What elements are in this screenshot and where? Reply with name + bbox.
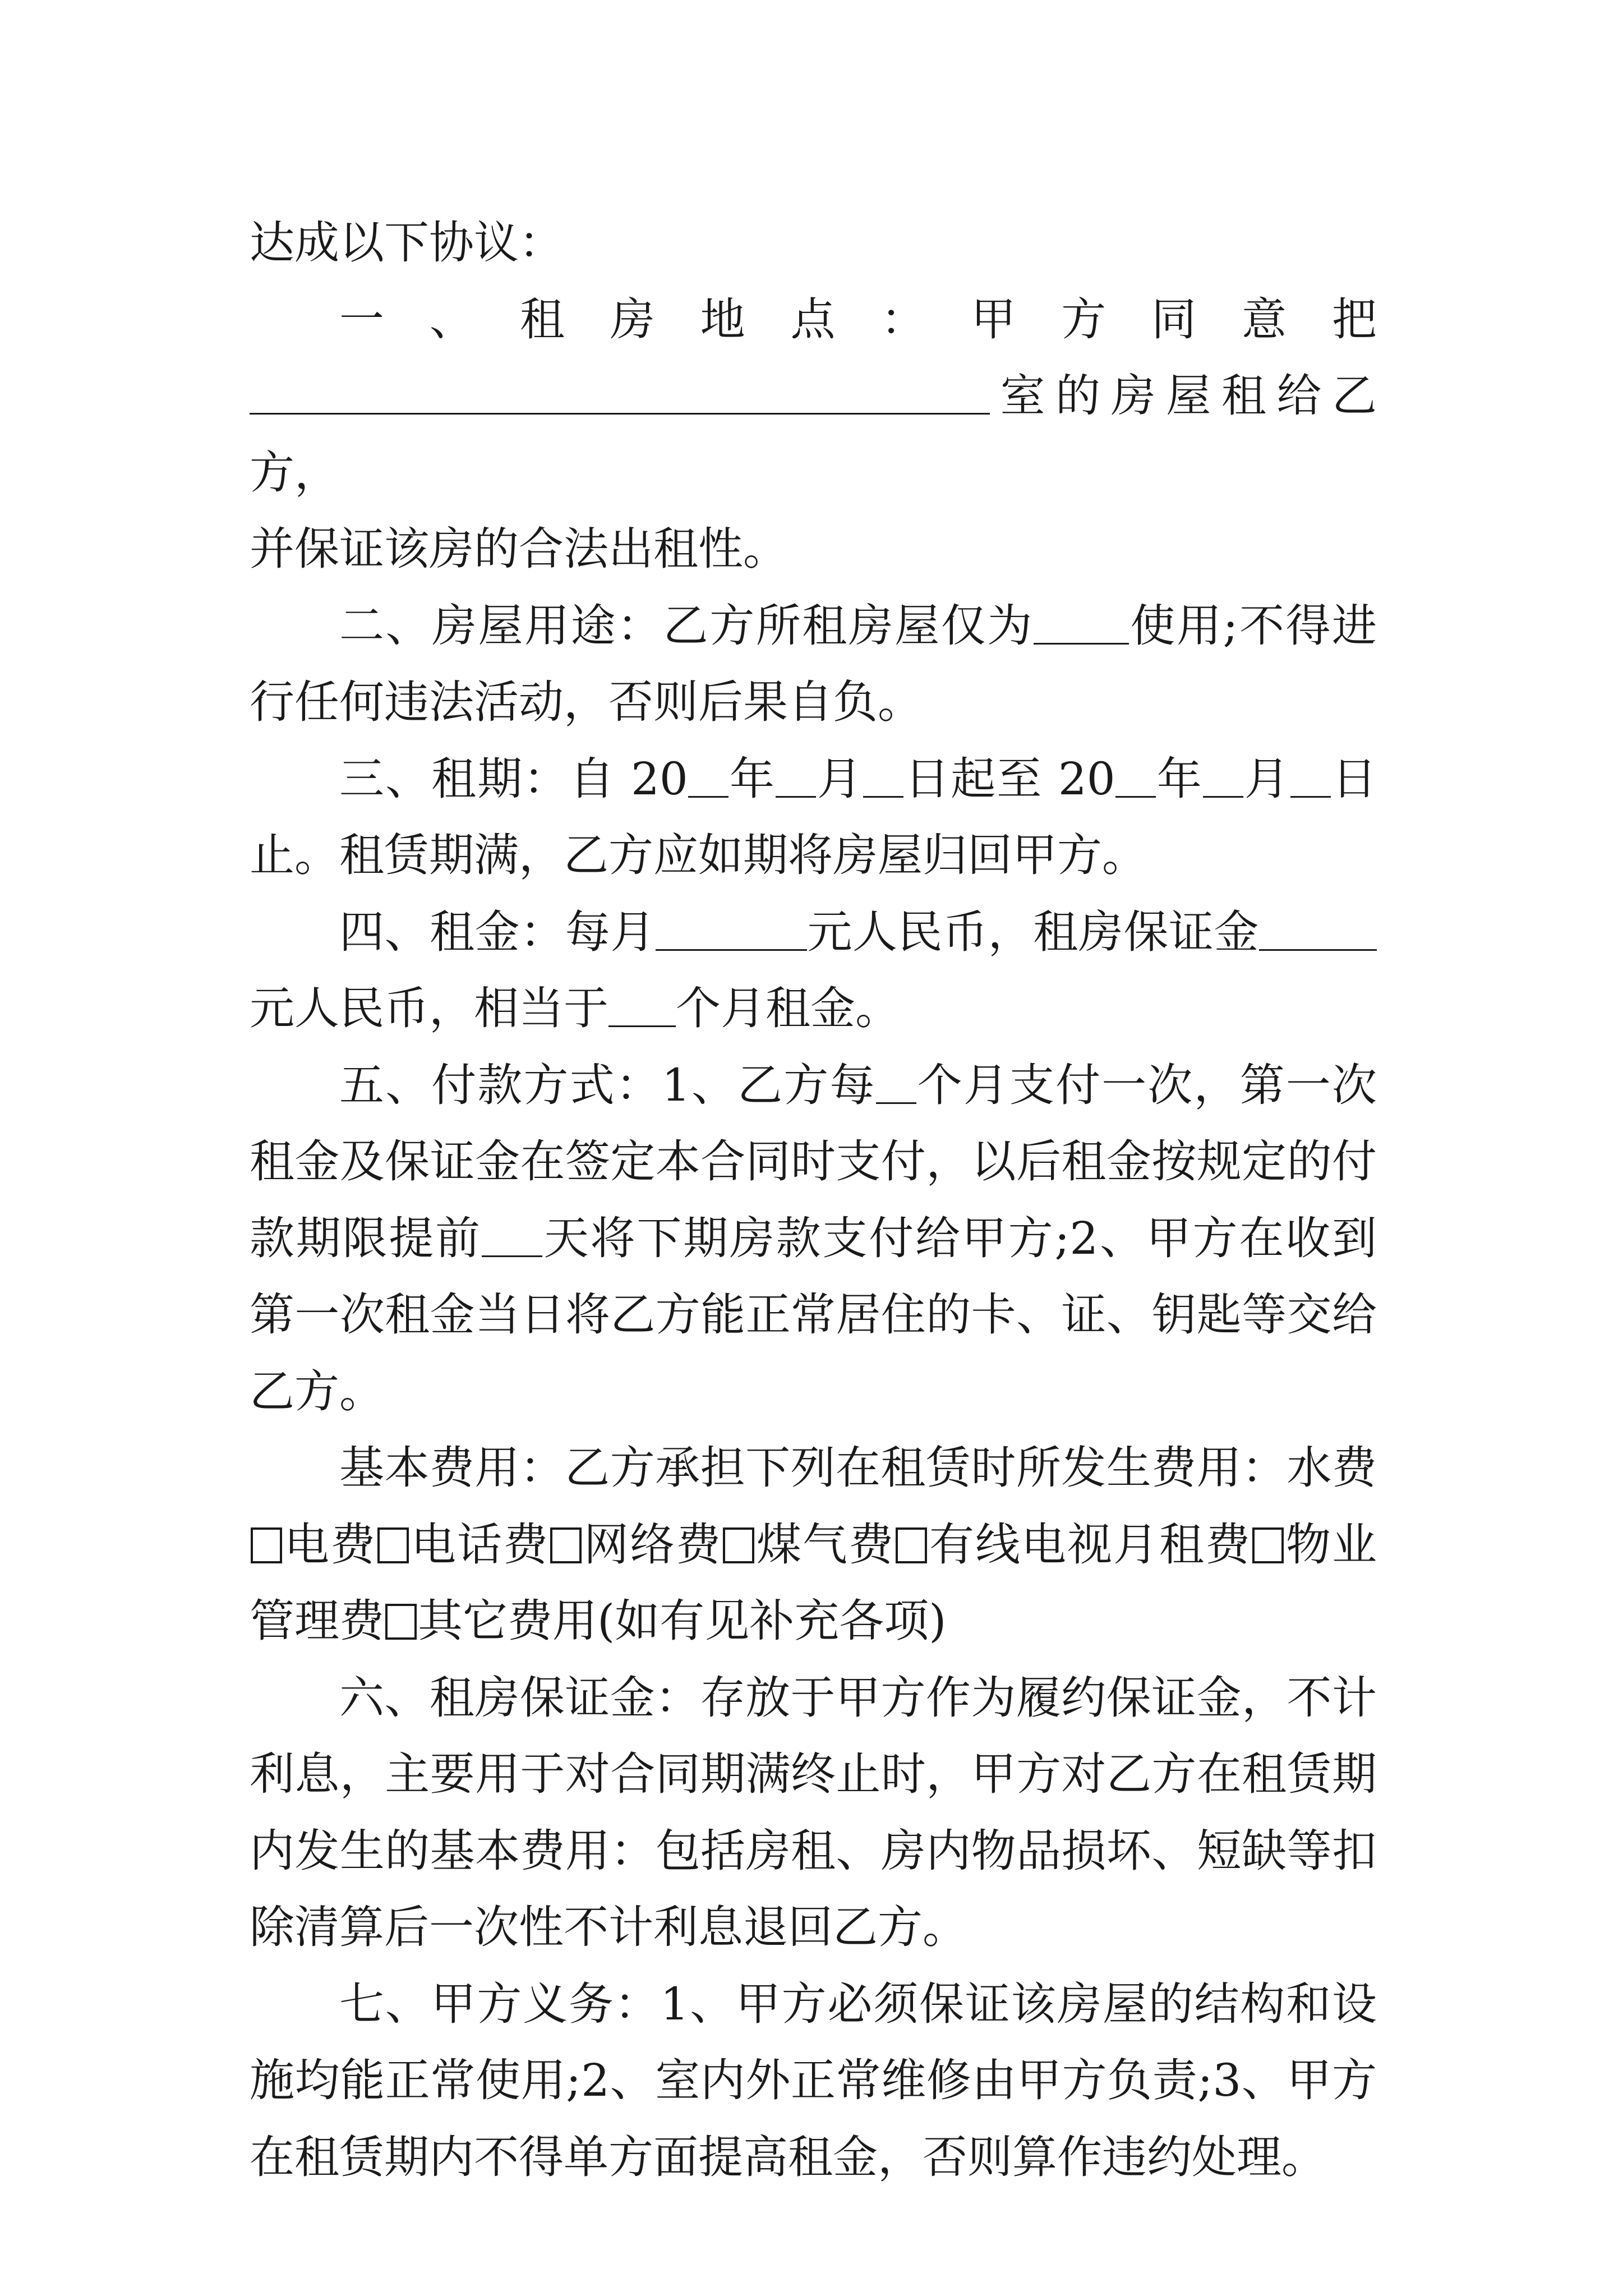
clause-5-text-c: 天将下期房款支付给甲方;2、甲方在收到第一次租金当日将乙方能正常居住的卡、证、钥匙等交给乙方。: [250, 1212, 1377, 1418]
clause-4-text-d: 个月租金。: [676, 982, 900, 1034]
usage-blank: [1034, 598, 1129, 645]
end-day-blank: [1290, 751, 1331, 798]
address-blank: [250, 368, 990, 415]
clause-1-line-3: [250, 511, 1377, 588]
clause-5: [250, 1047, 1377, 1430]
clause-6: [250, 1660, 1377, 1966]
clause-2-text-a: 二、房屋用途：乙方所租房屋仅为: [339, 599, 1034, 652]
clause-1-line-1: [250, 282, 1377, 358]
fees-text-other: 其它费用(如有见补充各项): [418, 1595, 947, 1647]
clause-3-text-d: 日起至 20: [903, 752, 1115, 805]
fees-text-cable: 有线电视月租费: [928, 1518, 1251, 1571]
clause-2: [250, 588, 1377, 741]
start-month-blank: [776, 751, 816, 798]
months-equivalent-blank: [608, 981, 676, 1027]
document-body: [250, 205, 1377, 2196]
end-month-blank: [1203, 751, 1243, 798]
intro-text: 达成以下协议：: [250, 217, 564, 269]
phone-fee-checkbox[interactable]: [550, 1527, 582, 1563]
end-year-blank: [1115, 751, 1156, 798]
clause-6-text: 六、租房保证金：存放于甲方作为履约保证金，不计利息，主要用于对合同期满终止时，甲方对乙方在租赁期内发生的基本费用：包括房租、房内物品损坏、短缺等扣除清算后一次性不计利息退回乙方。: [250, 1671, 1377, 1953]
clause-5-text-b: 个月支付一次，第一次租金及保证金在签定本合同时支付，以后租金按规定的付款期限提前: [250, 1059, 1377, 1264]
clause-3: [250, 741, 1377, 894]
clause-3-text-g: 日止。租赁期满，乙方应如期将房屋归回甲方。: [250, 752, 1377, 881]
clause-7-text: 七、甲方义务：1、甲方必须保证该房屋的结构和设施均能正常使用;2、室内外正常维修由甲方负责;3、甲方在租赁期内不得单方面提高租金，否则算作违约处理。: [250, 1977, 1377, 2183]
clause-3-text-a: 三、租期：自 20: [339, 752, 688, 805]
gas-fee-checkbox[interactable]: [896, 1527, 927, 1563]
clause-3-text-f: 月: [1243, 752, 1290, 805]
clause-4: [250, 894, 1377, 1047]
fees-text-phone: 电话费: [410, 1518, 549, 1571]
fees-text-water: 基本费用：乙方承担下列在租赁时所发生费用：水费: [339, 1442, 1377, 1494]
advance-days-blank: [482, 1211, 542, 1257]
clause-1-text-c: 并保证该房的合法出租性。: [250, 523, 788, 575]
clause-5-text-a: 五、付款方式：1、乙方每: [339, 1059, 876, 1111]
clause-3-text-b: 年: [728, 752, 776, 805]
electric-fee-checkbox[interactable]: [377, 1527, 409, 1563]
start-day-blank: [863, 751, 903, 798]
rent-blank: [656, 904, 807, 951]
intro-line: [250, 205, 1377, 282]
payment-interval-blank: [876, 1057, 916, 1104]
clause-3-text-c: 月: [815, 752, 864, 805]
fees-text-gas: 煤气费: [755, 1518, 895, 1571]
deposit-blank: [1259, 904, 1377, 951]
network-fee-checkbox[interactable]: [723, 1527, 754, 1563]
basic-fees: [250, 1430, 1377, 1660]
cable-fee-checkbox[interactable]: [1252, 1527, 1284, 1563]
fees-text-network: 网络费: [583, 1518, 722, 1571]
clause-1-text-a: 一、租房地点：甲方同意把: [339, 293, 1377, 346]
clause-7: [250, 1966, 1377, 2196]
clause-4-text-a: 四、租金：每月: [339, 905, 656, 958]
water-fee-checkbox[interactable]: [251, 1527, 282, 1563]
clause-1-text-b: 室的房屋租给乙方，: [250, 370, 1377, 499]
clause-3-text-e: 年: [1155, 752, 1203, 805]
fees-text-property: 物业管理费: [250, 1518, 1377, 1647]
start-year-blank: [688, 751, 728, 798]
property-fee-checkbox[interactable]: [385, 1604, 417, 1640]
clause-4-text-b: 元人民币，租房保证金: [806, 905, 1260, 958]
clause-4-text-c: 元人民币，相当于: [250, 982, 608, 1034]
clause-2-text-b: 使用;不得进行任何违法活动，否则后果自负。: [250, 599, 1377, 728]
clause-1-line-2: [250, 358, 1377, 511]
fees-text-electric: 电费: [283, 1518, 376, 1571]
